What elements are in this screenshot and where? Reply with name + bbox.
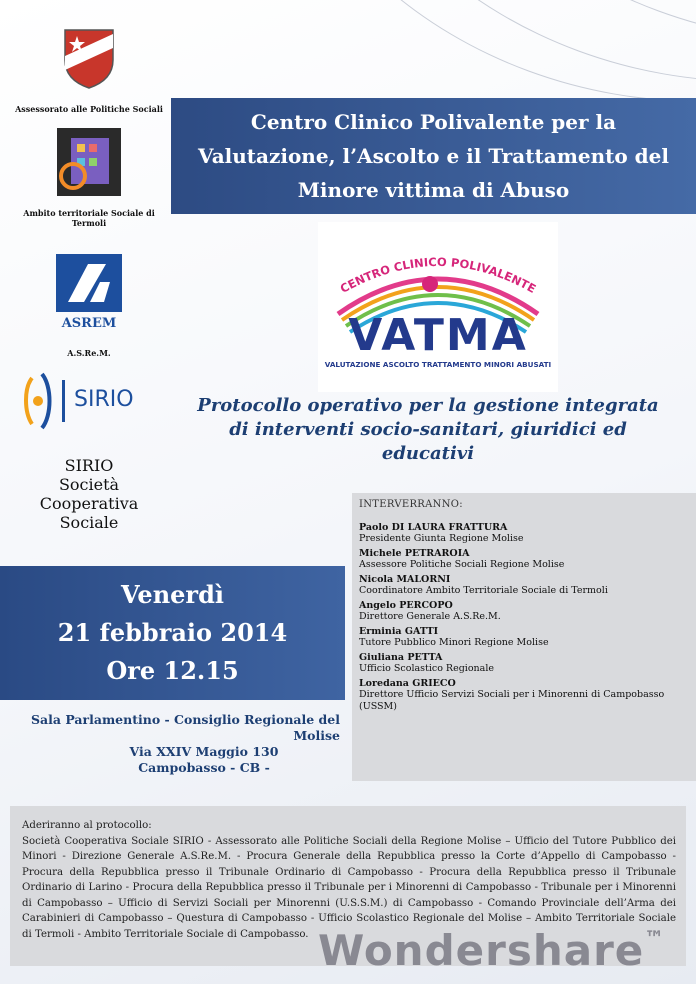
speaker-item (359, 652, 690, 675)
vatma-logo-icon (318, 222, 558, 392)
date-banner (0, 566, 345, 700)
speaker-role: Presidente Giunta Regione Molise (359, 533, 524, 544)
speaker-role: Assessore Politiche Sociali Regione Molise (359, 559, 565, 570)
logo-ambito-termoli (14, 128, 164, 228)
vatma-subtitle: VALUTAZIONE ASCOLTO TRATTAMENTO MINORI ABUSATI (324, 360, 552, 369)
regione-molise-crest-icon (61, 26, 117, 90)
vatma-logo (318, 222, 558, 392)
title-line: Minore vittima di Abuso (297, 178, 570, 202)
event-venue (0, 712, 348, 776)
speaker-name: Paolo DI LAURA FRATTURA (359, 522, 508, 533)
title-banner (171, 98, 696, 214)
speaker-item (359, 548, 690, 571)
asrem-logo-icon (54, 252, 124, 330)
speaker-name: Angelo PERCOPO (359, 600, 453, 611)
trademark-symbol: ™ (644, 926, 666, 950)
title-line: Centro Clinico Polivalente per la (250, 110, 617, 134)
logo-caption: Ambito territoriale Sociale di Termoli (23, 208, 155, 228)
venue-line: Campobasso - CB - (138, 760, 270, 775)
adhesion-text: Società Cooperativa Sociale SIRIO - Assessorato alle Politiche Sociali della Regione Molise – Ufficio del Tutore Pubblico dei Minori - Direzione Generale A.S.Re.M. - Procura Generale della Repubblica presso la Corte d’Appello di Campobasso - Procura della Repubblica presso il Tribunale Ordinario di Campobasso - Procura della Repubblica presso il Tribunale Ordinario di Larino - Procura della Repubblica presso il Tribunale per i Minorenni di Campobasso - Tribunale per i Minorenni di Campobasso – Ufficio di Servizi Sociali per Minorenni (U.S.S.M.) di Campobasso - Comando Provinciale dell’Arma dei Carabinieri di Campobasso – Questura di Campobasso - Ufficio Scolastico Regionale del Molise – Ambito Territoriale Sociale di Termoli - Ambito Territoriale Sociale di Campobasso. (22, 835, 676, 940)
event-time: Ore 12.15 (106, 656, 239, 685)
speakers-panel (352, 493, 696, 781)
event-date: 21 febbraio 2014 (57, 618, 288, 647)
speaker-role: Direttore Ufficio Servizi Sociali per i Minorenni di Campobasso (USSM) (359, 689, 665, 712)
speaker-name: Giuliana PETTA (359, 652, 443, 663)
speaker-name: Nicola MALORNI (359, 574, 451, 585)
logo-regione-molise (14, 26, 164, 114)
ambito-termoli-logo-icon (57, 128, 121, 196)
speaker-item (359, 600, 690, 623)
speaker-item (359, 522, 690, 545)
watermark-text: Wondershare (318, 926, 645, 975)
wondershare-watermark (318, 926, 688, 976)
logo-sirio (22, 368, 152, 434)
logo-caption-sirio: SIRIO Società Cooperativa Sociale (39, 456, 139, 532)
protocol-line: educativi (381, 443, 475, 464)
speaker-name: Erminia GATTI (359, 626, 439, 637)
svg-text:CENTRO CLINICO POLIVALENTE (338, 255, 539, 296)
venue-line: Sala Parlamentino - Consiglio Regionale del Molise (31, 712, 340, 743)
sirio-logo-text: SIRIO (74, 387, 134, 412)
vatma-arc-text: CENTRO CLINICO POLIVALENTE (337, 254, 539, 296)
logo-caption: A.S.Re.M. (67, 348, 111, 358)
speaker-item (359, 626, 690, 649)
title-line: Valutazione, l’Ascolto e il Trattamento del (198, 144, 669, 168)
speaker-role: Direttore Generale A.S.Re.M. (359, 611, 501, 622)
speaker-name: Michele PETRAROIA (359, 548, 470, 559)
vatma-word: VATMA (348, 310, 528, 361)
speaker-role: Ufficio Scolastico Regionale (359, 663, 494, 674)
event-day: Venerdì (121, 580, 224, 609)
speaker-role: Coordinatore Ambito Territoriale Sociale di Termoli (359, 585, 608, 596)
sirio-logo-icon (22, 368, 152, 434)
speakers-header: INTERVERRANNO: (359, 499, 463, 510)
speaker-role: Tutore Pubblico Minori Regione Molise (359, 637, 549, 648)
logo-caption: Assessorato alle Politiche Sociali (15, 104, 163, 114)
speaker-item (359, 574, 690, 597)
speaker-item (359, 678, 690, 713)
protocol-line: Protocollo operativo per la gestione integrata (197, 395, 659, 416)
speaker-name: Loredana GRIECO (359, 678, 456, 689)
adhesion-header: Aderiranno al protocollo: (22, 820, 152, 831)
venue-line: Via XXIV Maggio 130 (129, 744, 279, 759)
protocol-line: di interventi socio-sanitari, giuridici ed (229, 419, 627, 440)
protocol-title (178, 394, 678, 466)
logo-asrem (14, 252, 164, 358)
asrem-logo-text: ASREM (61, 316, 117, 330)
